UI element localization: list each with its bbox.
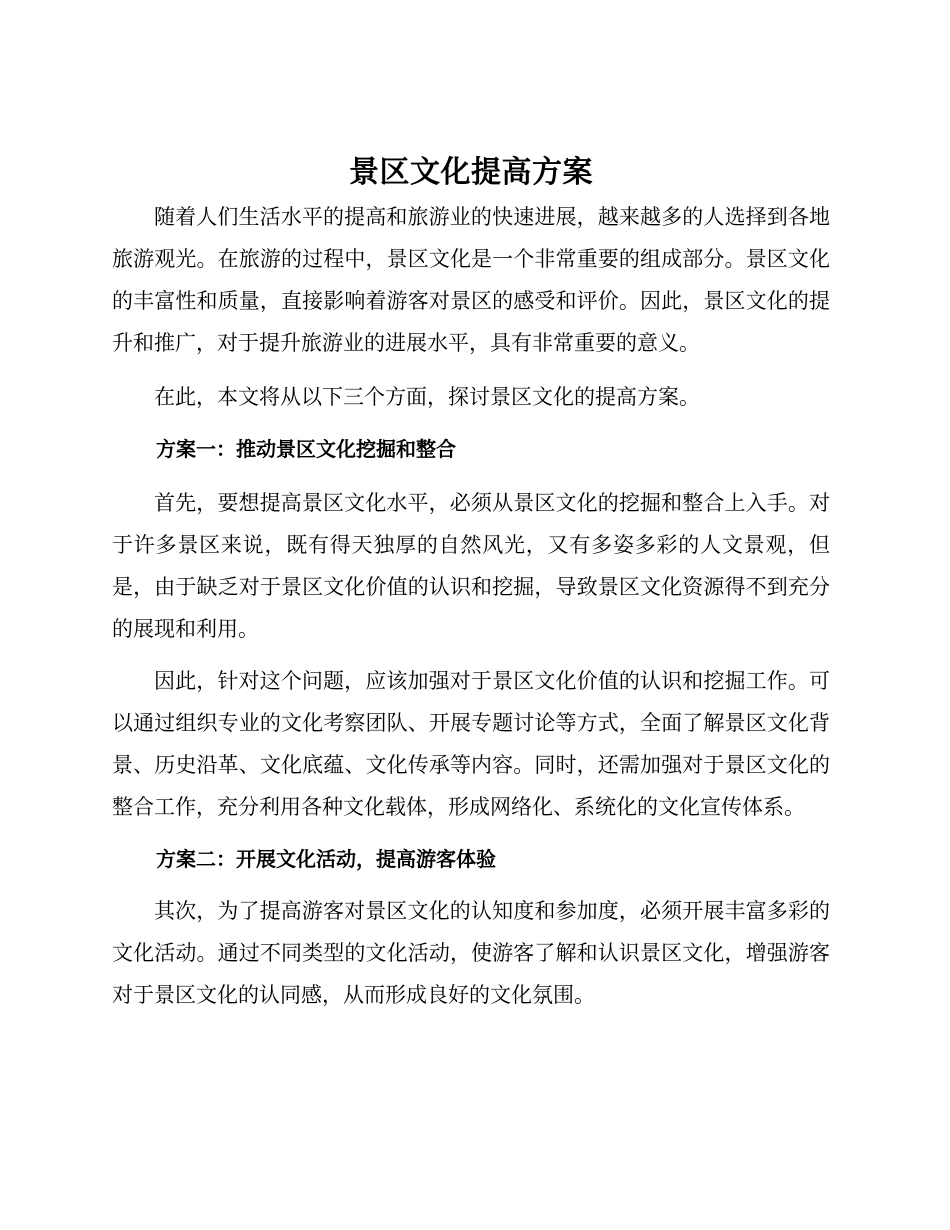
section-heading-plan-one: 方案一：推动景区文化挖掘和整合 bbox=[156, 437, 456, 461]
section-heading-plan-two: 方案二：开展文化活动，提高游客体验 bbox=[156, 847, 496, 871]
plan-two-paragraph-1: 其次，为了提高游客对景区文化的认知度和参加度，必须开展丰富多彩的文化活动。通过不同类型的文化活动，使游客了解和认识景区文化，增强游客对于景区文化的认同感，从而形成良好的文化氛围。 bbox=[112, 899, 830, 1007]
plan-one-paragraph-1: 首先，要想提高景区文化水平，必须从景区文化的挖掘和整合上入手。对于许多景区来说，既有得天独厚的自然风光，又有多姿多彩的人文景观，但是，由于缺乏对于景区文化价值的认识和挖掘，导致景区文化资源得不到充分的展现和利用。 bbox=[112, 491, 830, 641]
plan-one-paragraph-2: 因此，针对这个问题，应该加强对于景区文化价值的认识和挖掘工作。可以通过组织专业的文化考察团队、开展专题讨论等方式，全面了解景区文化背景、历史沿革、文化底蕴、文化传承等内容。同时，还需加强对于景区文化的整合工作，充分利用各种文化载体，形成网络化、系统化的文化宣传体系。 bbox=[112, 669, 830, 819]
intro-paragraph: 随着人们生活水平的提高和旅游业的快速进展，越来越多的人选择到各地旅游观光。在旅游的过程中，景区文化是一个非常重要的组成部分。景区文化的丰富性和质量，直接影响着游客对景区的感受和评价。因此，景区文化的提升和推广，对于提升旅游业的进展水平，具有非常重要的意义。 bbox=[112, 205, 830, 355]
overview-paragraph: 在此，本文将从以下三个方面，探讨景区文化的提高方案。 bbox=[154, 385, 700, 409]
document-title: 景区文化提高方案 bbox=[349, 155, 593, 190]
document-page bbox=[112, 150, 830, 1016]
